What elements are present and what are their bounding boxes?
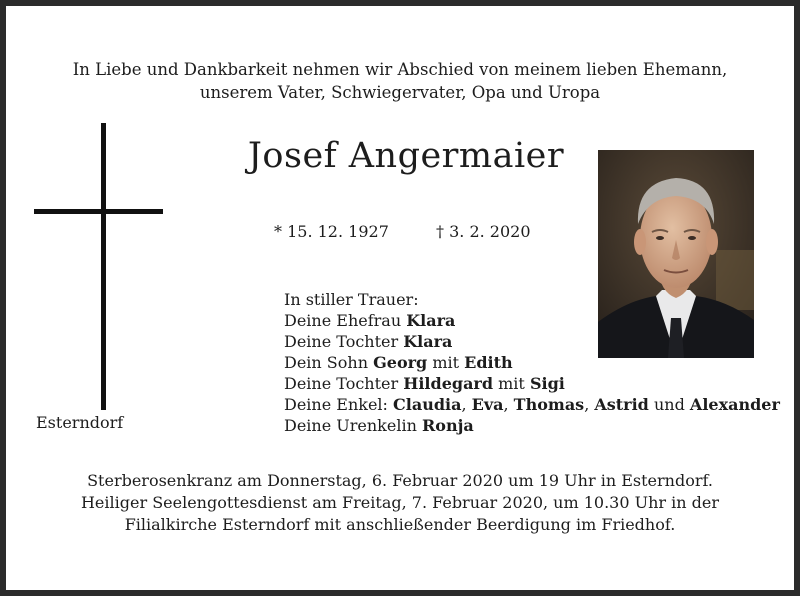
mourner-line	[284, 310, 780, 331]
mourner-relation: Deine Urenkelin	[284, 416, 422, 435]
service-line: Sterberosenkranz am Donnerstag, 6. Februar 2020 um 19 Uhr in Esterndorf.	[87, 471, 713, 490]
mourner-line	[284, 415, 780, 436]
mourner-separator: ,	[503, 395, 514, 414]
mourner-connector: mit	[493, 374, 530, 393]
intro-line: In Liebe und Dankbarkeit nehmen wir Abschied von meinem lieben Ehemann,	[72, 60, 728, 79]
mourner-name: Klara	[403, 332, 453, 351]
death-date: † 3. 2. 2020	[436, 222, 531, 241]
mourner-relation: Deine Ehefrau	[284, 311, 407, 330]
mourner-name: Sigi	[529, 374, 565, 393]
mourner-name: Alexander	[689, 395, 780, 414]
service-line: Heiliger Seelengottesdienst am Freitag, 7. Februar 2020, um 10.30 Uhr in der	[80, 493, 720, 512]
mourner-relation: Deine Enkel:	[284, 395, 394, 414]
service-info	[6, 470, 794, 536]
mourner-name: Astrid	[594, 395, 649, 414]
mourner-relation: Deine Tochter	[284, 374, 404, 393]
birth-date: * 15. 12. 1927	[274, 222, 389, 241]
mourner-connector: mit	[427, 353, 465, 372]
mourner-line	[284, 394, 780, 415]
mourner-relation: Dein Sohn	[284, 353, 374, 372]
mourner-line	[284, 352, 780, 373]
mourner-name: Edith	[464, 353, 513, 372]
mourner-connector: und	[648, 395, 690, 414]
mourner-separator: ,	[584, 395, 595, 414]
mourner-name: Georg	[373, 353, 428, 372]
mourner-relation: Deine Tochter	[284, 332, 404, 351]
deceased-name: Josef Angermaier	[247, 136, 565, 176]
cross-horizontal-bar	[34, 209, 163, 214]
mourner-line	[284, 373, 780, 394]
cross-vertical-bar	[101, 123, 106, 410]
mourner-separator: ,	[461, 395, 472, 414]
mourner-name: Ronja	[421, 416, 474, 435]
mourner-name: Thomas	[513, 395, 585, 414]
intro-line: unserem Vater, Schwiegervater, Opa und Uropa	[199, 83, 601, 102]
place-label: Esterndorf	[36, 413, 124, 432]
service-line: Filialkirche Esterndorf mit anschließender Beerdigung im Friedhof.	[124, 515, 676, 534]
mourner-name: Klara	[406, 311, 456, 330]
mourner-name: Eva	[471, 395, 504, 414]
intro-text	[6, 58, 794, 104]
mourner-name: Claudia	[393, 395, 462, 414]
mourners-list	[284, 289, 780, 436]
mourner-line	[284, 331, 780, 352]
mourners-heading: In stiller Trauer:	[284, 290, 419, 309]
mourner-name: Hildegard	[403, 374, 494, 393]
